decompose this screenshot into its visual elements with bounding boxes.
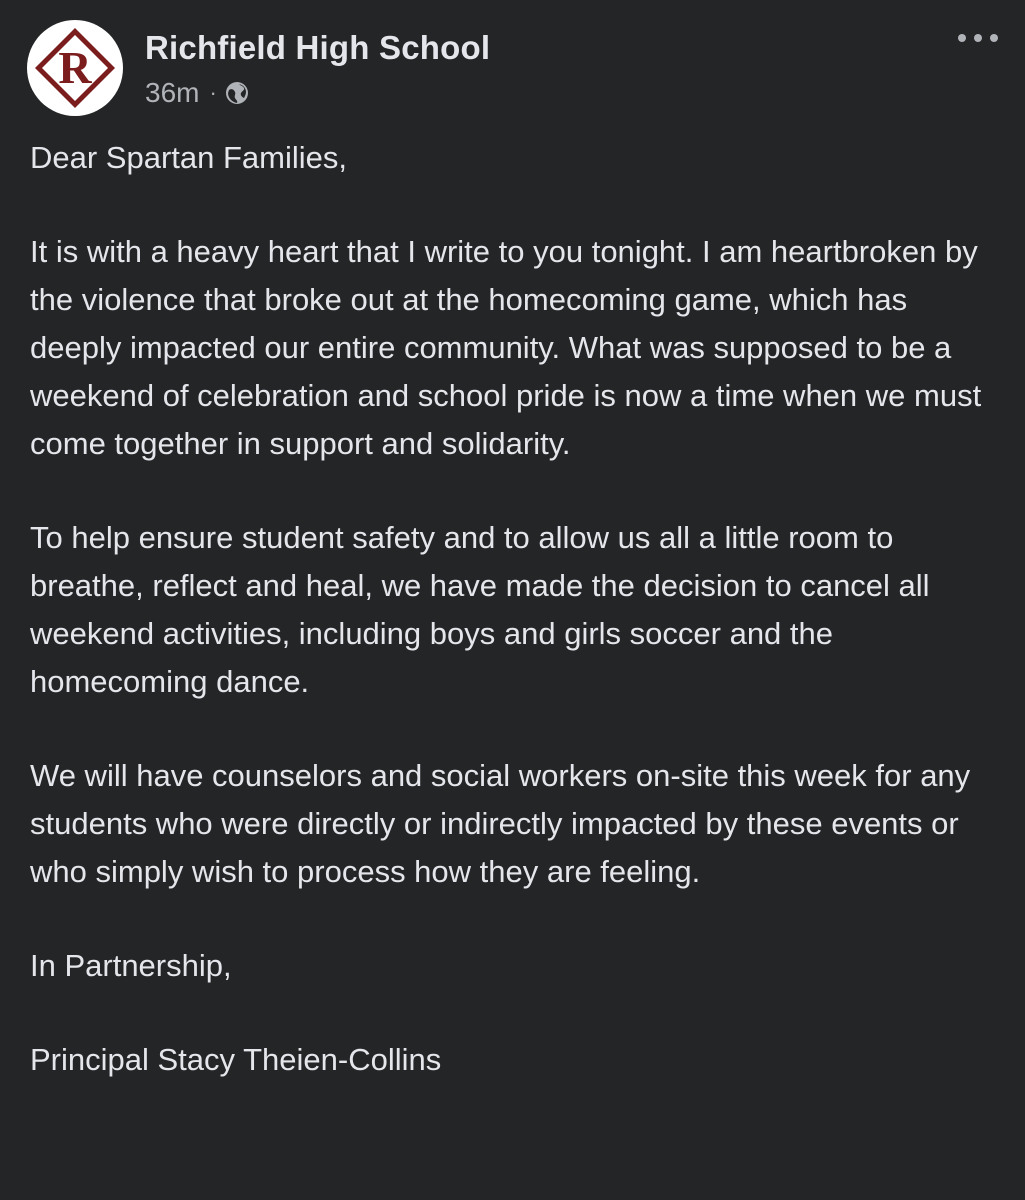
richfield-logo-icon <box>27 20 123 116</box>
page-avatar[interactable] <box>27 20 123 116</box>
more-dot-1 <box>958 34 966 42</box>
svg-text:R: R <box>58 42 92 93</box>
more-dot-3 <box>990 34 998 42</box>
post-timestamp[interactable]: 36m <box>145 77 200 108</box>
post-greeting: Dear Spartan Families, <box>30 140 348 175</box>
page-name-link[interactable]: Richfield High School <box>145 29 491 66</box>
post-subline <box>145 76 490 110</box>
more-options-icon[interactable] <box>958 28 998 48</box>
post-signature: Principal Stacy Theien-Collins <box>30 1042 442 1077</box>
more-dot-2 <box>974 34 982 42</box>
separator-dot: · <box>209 80 217 105</box>
post-header <box>27 20 490 116</box>
post-paragraph-3: We will have counselors and social workers on-site this week for any students who were directly or indirectly impacted by these events or who simply wish to process how they are feeling. <box>30 758 971 889</box>
post-paragraph-2: To help ensure student safety and to allow us all a little room to breathe, reflect and heal, we have made the decision to cancel all weekend activities, including boys and girls soccer and the homecoming dance. <box>30 520 930 699</box>
post-body <box>30 134 990 1084</box>
globe-icon[interactable] <box>225 81 249 105</box>
post-meta <box>145 26 490 110</box>
post-paragraph-1: It is with a heavy heart that I write to you tonight. I am heartbroken by the violence that broke out at the homecoming game, which has deeply impacted our entire community. What was supposed to be a weekend of celebration and school pride is now a time when we must come together in support and solidarity. <box>30 234 982 461</box>
post-closing: In Partnership, <box>30 948 232 983</box>
